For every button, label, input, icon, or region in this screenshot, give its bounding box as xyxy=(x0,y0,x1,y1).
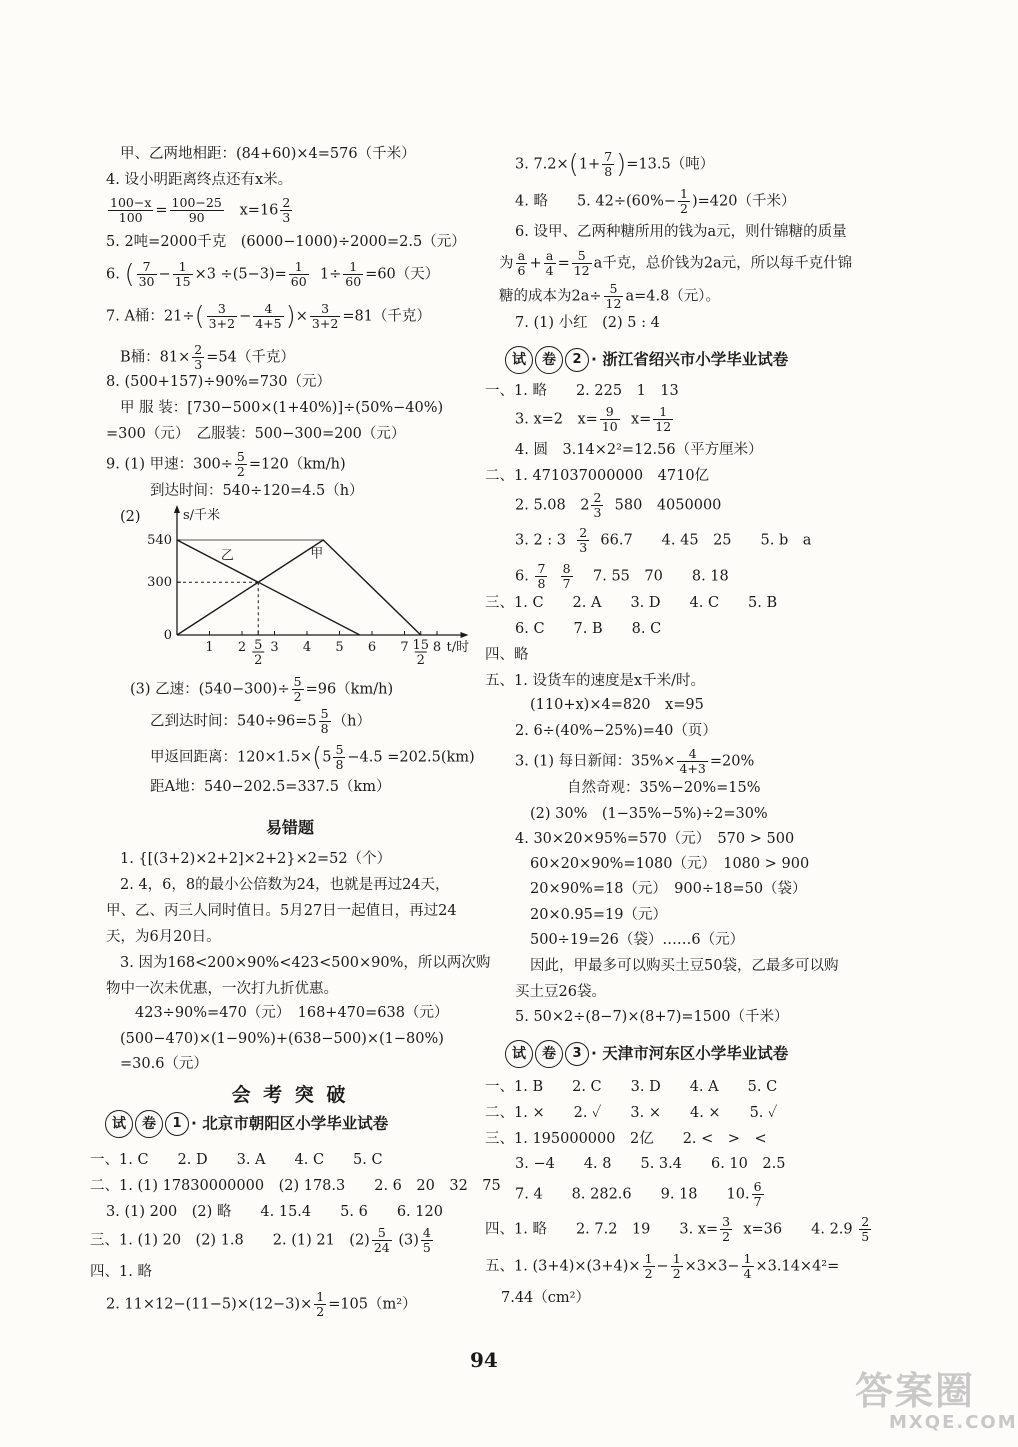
x-tick-label: 7 xyxy=(400,640,409,655)
zj-5-4b: 60×20×90%=1080（元） 1080 > 900 xyxy=(530,856,810,872)
zj-5-3: 3. (1) 每日新闻：35%× $\frac{4}{4+3}$ =20% xyxy=(515,746,755,776)
line-q8-c: =300（元） 乙服装：500−300=200（元） xyxy=(106,426,406,442)
zj-5-3b: 自然奇观：35%−20%=15% xyxy=(567,780,761,796)
zj-5-eq: (110+x)×4=820 x=95 xyxy=(530,697,704,713)
zj-5: 五、1. 设货车的速度是x千米/时。 xyxy=(485,673,706,689)
zj-5-4d: 20×0.95=19（元） xyxy=(530,907,667,923)
zj-1: 一、1. 略 2. 225 1 13 xyxy=(485,383,679,399)
zj-5-4c: 20×90%=18（元） 900÷18=50（袋） xyxy=(530,881,807,897)
zj-5-4e: 500÷19=26（袋）……6（元） xyxy=(530,932,745,948)
heading-error-prone: 易错题 xyxy=(265,818,314,837)
zj-2-6: 6. $\frac{7}{8}$ $\frac{8}{7}$ 7. 55 70 8. 18 xyxy=(515,561,729,591)
err-3: 3. 因为168<200×90%<423<500×90%，所以两次购 xyxy=(120,955,491,971)
x-tick-label: 2 xyxy=(237,640,247,655)
zj-2-3: 3. 2 : 3 $\frac{2}{3}$ 66.7 4. 45 25 5. b a xyxy=(515,525,812,555)
zj-5-5: 5. 50×2÷(8−7)×(8+7)=1500（千米） xyxy=(515,1009,789,1025)
y-tick-label: 300 xyxy=(147,575,172,591)
err-2c: 天，为6月20日。 xyxy=(106,929,221,945)
zj-2-2: 2. 5.08 2 $\frac{2}{3}$ 580 4050000 xyxy=(515,490,722,520)
section-zhejiang-shaoxing: 试 卷 2 · 浙江省绍兴市小学毕业试卷 xyxy=(505,346,788,374)
bj-part4b: 2. 11×12−(11−5)×(12−3)× $\frac{1}{2}$ =105（m²） xyxy=(106,1289,417,1319)
line-q9-1: 9. (1) 甲速：300÷ $\frac{5}{2}$ =120（km/h) xyxy=(106,449,346,479)
series-label-yi: 乙 xyxy=(220,548,234,564)
x-frac-numerator: 15 xyxy=(412,638,430,653)
tj-5: 五、1. (3+4)×(3+4)× $\frac{1}{2}$ − $\frac{1}{2}$ ×3×3− $\frac{1}{4}$ ×3.14×4²= xyxy=(485,1251,840,1281)
x-frac-denominator: 2 xyxy=(416,653,425,668)
distance-time-chart xyxy=(145,505,475,668)
err-3b: 物中一次未优惠，一次打九折优惠。 xyxy=(106,981,338,997)
zj-3: 三、1. C 2. A 3. D 4. C 5. B xyxy=(485,595,778,611)
zj-5-4: 4. 30×20×95%=570（元） 570 > 500 xyxy=(515,831,795,847)
line-q8-a: 8. (500+157)÷90%=730（元） xyxy=(106,374,331,390)
zj-4: 四、略 xyxy=(485,647,529,663)
bj-part1: 一、1. C 2. D 3. A 4. C 5. C xyxy=(90,1152,383,1168)
heading-exam-breakthrough: 会 考 突 破 xyxy=(231,1084,349,1106)
r-line-3: 3. 7.2×(1+ $\frac{7}{8}$ )=13.5（吨） xyxy=(515,149,715,180)
x-frac-numerator: 5 xyxy=(254,638,263,653)
tj-5b: 7.44（cm²） xyxy=(501,1290,590,1306)
line-q4-equation: $\frac{100-x}{100}$ = $\frac{100-25}{90}$ x=16 $\frac{2}{3}$ xyxy=(110,195,291,225)
tj-3b: 3. −4 4. 8 5. 3.4 6. 10 2.5 xyxy=(515,1156,786,1172)
x-tick-label: 8 xyxy=(432,640,442,655)
tj-3: 三、1. 195000000 2亿 2. < > < xyxy=(485,1131,767,1147)
err-2b: 甲、乙、丙三人同时值日。5月27日一起值日，再过24 xyxy=(106,903,457,919)
zj-1-4: 4. 圆 3.14×2²=12.56（平方厘米） xyxy=(515,442,763,458)
tj-2: 二、1. × 2. ✓ 3. × 4. × 5. ✓ xyxy=(485,1105,778,1121)
watermark-logo: 答案圈 MXQE.COM xyxy=(855,1369,1018,1433)
r-line-6b: 为 $\frac{a}{6}$ + $\frac{a}{4}$ = $\frac{5}{12}$ a千克，总价钱为2a元，所以每千克什锦 xyxy=(499,248,853,278)
y-tick-label: 0 xyxy=(163,628,172,643)
series-line-2 xyxy=(177,540,360,635)
err-2: 2. 4，6，8的最小公倍数为24，也就是再过24天， xyxy=(120,877,450,893)
r-line-7: 7. (1) 小红 (2) 5 : 4 xyxy=(515,315,660,331)
bj-part4: 四、1. 略 xyxy=(90,1264,152,1280)
err-3d: (500−470)×(1−90%)+(638−500)×(1−80%) xyxy=(120,1031,444,1047)
bj-part3: 三、1. (1) 20 (2) 1.8 2. (1) 21 (2) $\frac{5}{24}$ (3) $\frac{4}{5}$ xyxy=(90,1225,431,1255)
zj-5-3c: (2) 30% (1−35%−5%)÷2=30% xyxy=(530,806,768,822)
tj-4: 四、1. 略 2. 7.2 19 3. x= $\frac{3}{2}$ x=36 4. 2.9 $\frac{2}{5}$ xyxy=(485,1214,870,1244)
zj-5-2: 2. 6÷(40%−25%)=40（页） xyxy=(515,723,717,739)
x-tick-label: 5 xyxy=(335,640,344,655)
err-1: 1. {[(3+2)×2+2]×2+2}×2=52（个） xyxy=(120,851,392,867)
zj-2: 二、1. 471037000000 4710亿 xyxy=(485,468,710,484)
line-q5: 5. 2吨=2000千克 (6000−1000)÷2000=2.5（元） xyxy=(106,234,466,250)
section-tianjin-hedong: 试 卷 3 · 天津市河东区小学毕业试卷 xyxy=(505,1040,788,1068)
err-3e: =30.6（元） xyxy=(120,1056,208,1072)
y-axis-arrow xyxy=(174,505,180,513)
y-axis-label: s/千米 xyxy=(183,508,221,523)
series-label-jia: 甲 xyxy=(310,546,324,562)
x-frac-denominator: 2 xyxy=(254,653,263,668)
line-distance: 甲、乙两地相距：(84+60)×4=576（千米） xyxy=(120,146,416,162)
y-tick-label: 540 xyxy=(147,533,172,548)
zj-3b: 6. C 7. B 8. C xyxy=(515,621,662,637)
zj-5-4f: 因此，甲最多可以购买土豆50袋，乙最多可以购 xyxy=(530,958,839,974)
r-line-4-5: 4. 略 5. 42÷(60%− $\frac{1}{2}$ )=420（千米） xyxy=(515,186,796,216)
tj-3c: 7. 4 8. 282.6 9. 18 10. $\frac{6}{7}$ xyxy=(515,1179,762,1209)
zj-1-3: 3. x=2 x= $\frac{9}{10}$ x= $\frac{1}{12}$ xyxy=(515,404,672,434)
err-3c: 423÷90%=470（元） 168+470=638（元） xyxy=(135,1005,449,1021)
bj-part2: 二、1. (1) 17830000000 (2) 178.3 2. 6 20 32 75 xyxy=(90,1178,501,1194)
r-line-6: 6. 设甲、乙两种糖所用的钱为a元，则什锦糖的质量 xyxy=(515,224,847,240)
r-line-6c: 糖的成本为2a÷ $\frac{5}{12}$ a=4.8（元）。 xyxy=(499,281,721,311)
x-axis-arrow xyxy=(461,632,469,638)
line-q8-b: 甲 服 装：[730−500×(1+40%)]÷(50%−40%) xyxy=(120,400,444,416)
line-q9-dist-a: 距A地：540−202.5=337.5（km） xyxy=(150,779,391,795)
section-beijing-chaoyang: 试 卷 1 · 北京市朝阳区小学毕业试卷 xyxy=(105,1110,388,1138)
x-tick-label: 4 xyxy=(302,640,312,655)
line-q4-setup: 4. 设小明距离终点还有x米。 xyxy=(106,172,293,188)
x-tick-label: 3 xyxy=(270,640,279,655)
tj-1: 一、1. B 2. C 3. D 4. A 5. C xyxy=(485,1079,778,1095)
bj-part2b: 3. (1) 200 (2) 略 4. 15.4 5. 6 6. 120 xyxy=(106,1204,443,1220)
x-tick-label: 6 xyxy=(367,640,377,655)
line-q9-return: 甲返回距离：120×1.5×(5 $\frac{5}{8}$ −4.5 =202.5(km) xyxy=(150,742,475,773)
line-q9-2: (2) xyxy=(120,509,141,525)
page-number: 94 xyxy=(470,1348,498,1372)
zj-5-4g: 买土豆26袋。 xyxy=(515,984,606,1000)
x-tick-label: 1 xyxy=(205,640,214,655)
line-q7-b: B桶：81× $\frac{2}{3}$ =54（千克） xyxy=(120,342,295,372)
line-q6: 6. ( $\frac{7}{30}$ − $\frac{1}{15}$ ×3 ÷(5−3)= $\frac{1}{60}$ 1÷ $\frac{1}{60}$ =60（天） xyxy=(106,259,440,290)
line-q9-arrival: 到达时间：540÷120=4.5（h） xyxy=(150,483,364,499)
line-q9-3: (3) 乙速：(540−300)÷ $\frac{5}{2}$ =96（km/h) xyxy=(130,674,394,704)
line-q9-yi-arrival: 乙到达时间：540÷96=5 $\frac{5}{8}$ （h） xyxy=(150,706,371,736)
line-q7-a: 7. A桶：21÷( $\frac{3}{3+2}$ − $\frac{4}{4+5}$ )× $\frac{3}{3+2}$ =81（千克） xyxy=(106,301,431,332)
x-axis-label: t/时 xyxy=(446,640,470,655)
series-line-1 xyxy=(177,540,421,635)
